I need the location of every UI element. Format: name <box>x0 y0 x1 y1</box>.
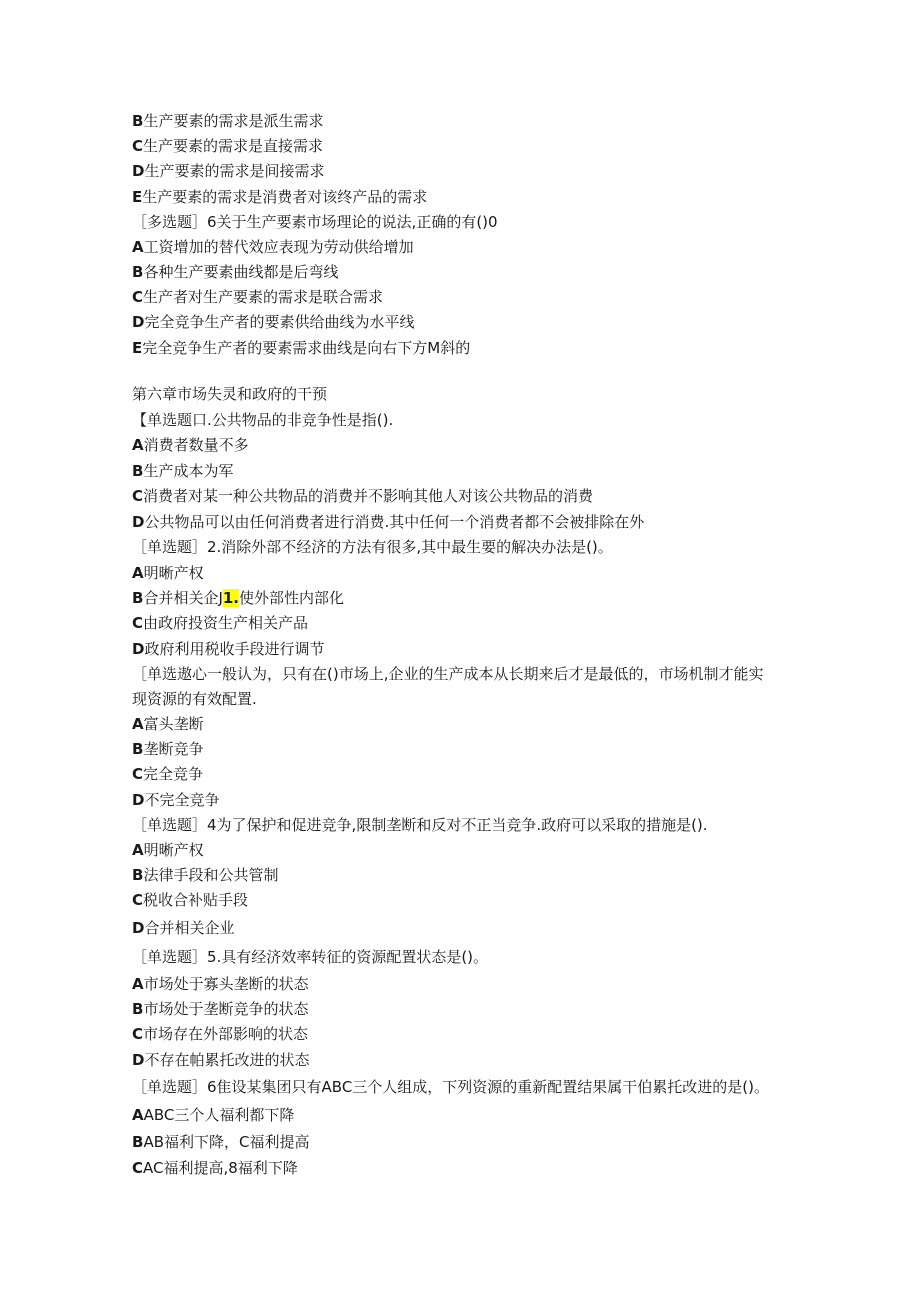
option-line: D不存在帕累托改进的状态 <box>132 1051 310 1069</box>
question-line: ［单选题］2.消除外部不经济的方法有很多,其中最生要的解决办法是()。 <box>132 538 613 556</box>
option-line: BAB福利下降，C福利提高 <box>132 1133 310 1151</box>
option-line: D政府利用税收手段进行调节 <box>132 640 325 658</box>
option-line: B合并相关企J1.使外部性内部化 <box>132 589 345 607</box>
option-line: C完全竞争 <box>132 765 204 783</box>
option-line: C市场存在外部影响的状态 <box>132 1025 309 1043</box>
option-line: D公共物品可以由任何消费者进行消费.其中任何一个消费者都不会被排除在外 <box>132 513 645 531</box>
option-line: A明晰产权 <box>132 841 204 859</box>
question-line: ［单选遨心一般认为，只有在()市场上,企业的生产成本从长期来后才是最低的，市场机制才能实 <box>132 665 764 683</box>
option-line: C生产要素的需求是直接需求 <box>132 137 324 155</box>
option-line: C税收合补贴手段 <box>132 891 249 909</box>
option-line: CAC福利提高,8福利下降 <box>132 1159 298 1177</box>
option-line: B垄断竞争 <box>132 740 204 758</box>
option-line: E完全竞争生产者的要素需求曲线是向右下方M斜的 <box>132 339 471 357</box>
option-line: B市场处于垄断竞争的状态 <box>132 1000 309 1018</box>
option-line: B生产要素的需求是派生需求 <box>132 112 324 130</box>
option-line: A市场处于寡头垄断的状态 <box>132 975 309 993</box>
option-line: D完全竞争生产者的要素供给曲线为水平线 <box>132 313 415 331</box>
option-line: A消费者数量不多 <box>132 436 249 454</box>
option-line: C由政府投资生产相关产品 <box>132 614 309 632</box>
option-line: B法律手段和公共管制 <box>132 866 279 884</box>
question-line: 现资源的有效配置. <box>132 690 257 708</box>
question-line: ［单选题］5.具有经济效率转征的资源配置状态是()。 <box>132 948 489 966</box>
highlighted-text: 1. <box>222 589 240 607</box>
option-line: E生产要素的需求是消费者对该终产品的需求 <box>132 188 428 206</box>
option-line: B各种生产要素曲线都是后弯线 <box>132 263 339 281</box>
option-line: D合并相关企业 <box>132 919 235 937</box>
question-line: ［单选题］6隹设某集团只有ABC三个人组成，下列资源的重新配置结果属干伯累托改进的是()。 <box>132 1078 770 1096</box>
option-line: C生产者对生产要素的需求是联合需求 <box>132 288 384 306</box>
option-line: D不完全竞争 <box>132 791 220 809</box>
option-line: A工资增加的替代效应表现为劳动供给增加 <box>132 238 414 256</box>
question-line: 【单选题口.公共物品的非竞争性是指(). <box>132 411 394 429</box>
option-line: D生产要素的需求是间接需求 <box>132 162 325 180</box>
option-line: B生产成本为军 <box>132 462 234 480</box>
option-line: C消费者对某一种公共物品的消费并不影响其他人对该公共物品的消费 <box>132 487 594 505</box>
option-line: A富头垄断 <box>132 715 204 733</box>
chapter-heading: 第六章市场失灵和政府的干预 <box>132 385 328 403</box>
option-line: AABC三个人福利都下降 <box>132 1106 295 1124</box>
option-line: A明晰产权 <box>132 564 204 582</box>
question-line: ［单选题］4为了保护和促进竞争,限制垄断和反对不正当竞争.政府可以采取的措施是(). <box>132 816 708 834</box>
question-line: ［多选题］6关于生产要素市场理论的说法,正确的有()0 <box>132 213 498 231</box>
